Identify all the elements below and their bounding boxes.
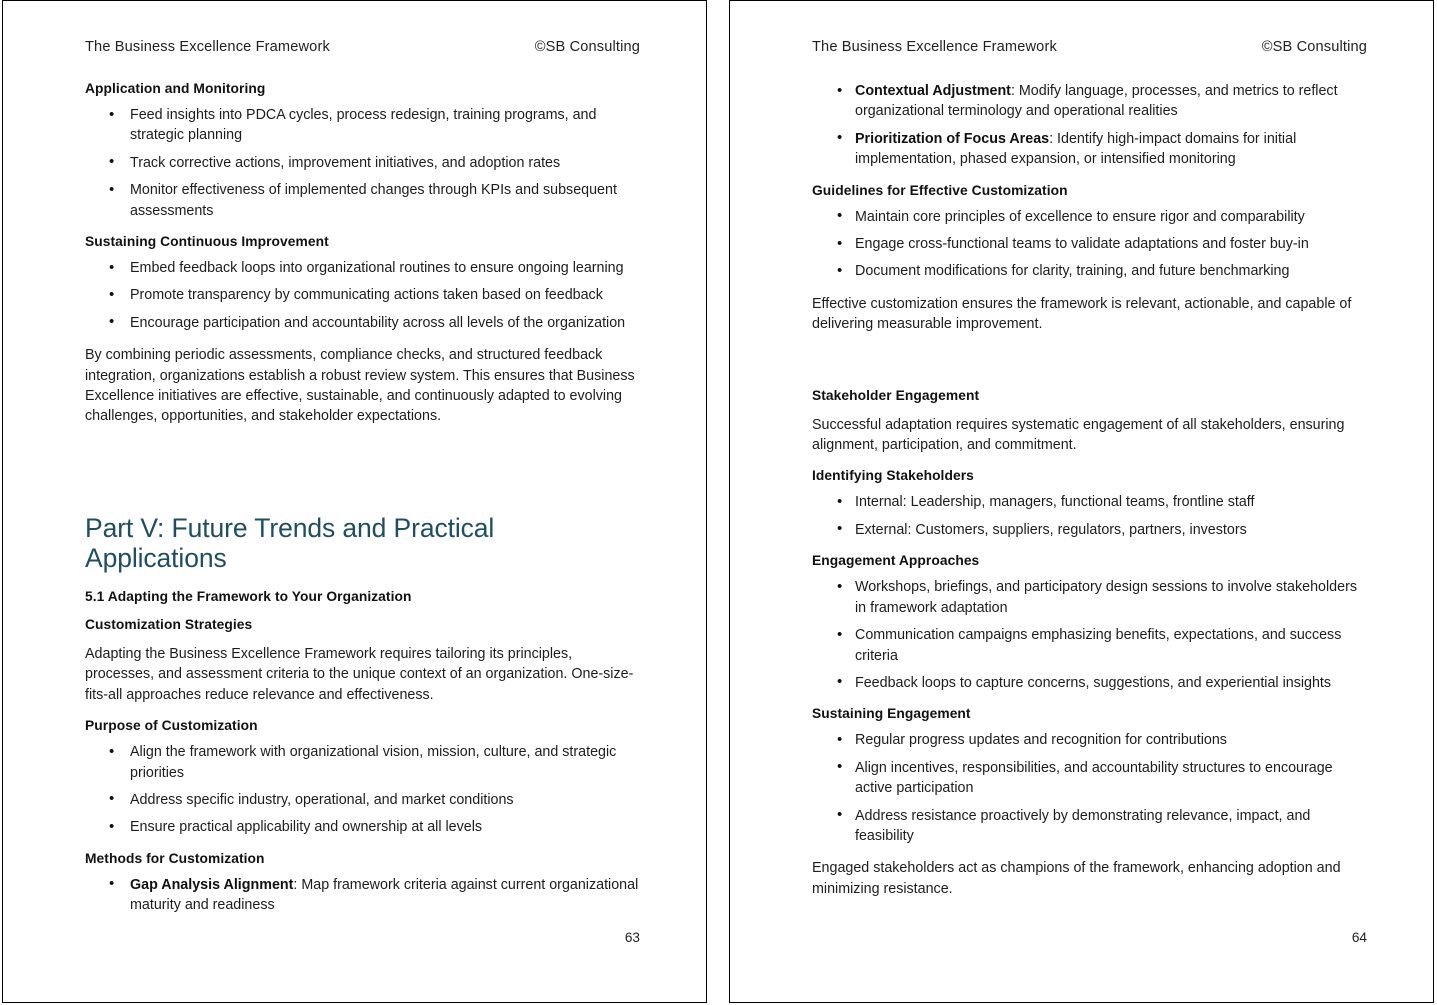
list-sustaining-engagement [812,730,1367,846]
list-item: • Engage cross-functional teams to validate adaptations and foster buy-in [812,234,1367,254]
running-header-copyright: ©SB Consulting [1261,39,1367,55]
running-header-title: The Business Excellence Framework [812,39,1057,55]
running-header-title: The Business Excellence Framework [85,39,330,55]
list-item: • Align the framework with organizational vision, mission, culture, and strategic priorities [85,742,640,783]
running-header [812,39,1367,55]
heading-identifying-stakeholders: Identifying Stakeholders [812,468,974,484]
list-methods-for-customization [85,875,640,916]
section-spacer [812,335,1367,375]
list-item-text: : Map framework criteria against current organizational maturity and readiness [130,876,639,914]
page-63 [2,0,707,1003]
list-item: • Internal: Leadership, managers, functional teams, frontline staff [812,492,1367,512]
list-item: • Workshops, briefings, and participatory design sessions to involve stakeholders in framework adaptation [812,577,1367,618]
list-identifying-stakeholders [812,492,1367,540]
list-item: • Encourage participation and accountability across all levels of the organization [85,313,640,333]
heading-section-5-1: 5.1 Adapting the Framework to Your Organization [85,588,412,604]
list-item: • Track corrective actions, improvement initiatives, and adoption rates [85,153,640,173]
heading-stakeholder-engagement: Stakeholder Engagement [812,387,980,403]
list-item [812,81,1367,122]
list-application-monitoring [85,105,640,221]
list-item-term: Prioritization of Focus Areas [855,130,1050,147]
list-engagement-approaches [812,577,1367,693]
list-item: • Monitor effectiveness of implemented changes through KPIs and subsequent assessments [85,180,640,221]
list-item [85,875,640,916]
list-item: • Embed feedback loops into organizational routines to ensure ongoing learning [85,258,640,278]
list-item: • Document modifications for clarity, training, and future benchmarking [812,261,1367,281]
list-item-term: Gap Analysis Alignment [130,876,294,893]
list-item-text: : Identify high-impact domains for initial implementation, phased expansion, or intensified monitoring [855,130,1297,168]
heading-engagement-approaches: Engagement Approaches [812,553,980,569]
heading-methods-for-customization: Methods for Customization [85,850,265,866]
page-title-part-v: Part V: Future Trends and Practical Applications [85,512,495,573]
page-number: 63 [624,930,640,945]
page-number: 64 [1351,930,1367,945]
list-item [812,129,1367,170]
paragraph-stakeholder-closing: Engaged stakeholders act as champions of the framework, enhancing adoption and minimizing resistance. [812,860,1341,897]
list-guidelines [812,207,1367,282]
list-item: • Communication campaigns emphasizing benefits, expectations, and success criteria [812,625,1367,666]
list-purpose-of-customization [85,742,640,838]
paragraph-review-system-closing: By combining periodic assessments, compliance checks, and structured feedback integration, organizations establish a robust review system. This ensures that Business Excellence initiatives are effective, sustainable, and continuously adapted to evolving challenges, opportunities, and stakeholder expectations. [85,347,635,425]
heading-purpose-of-customization: Purpose of Customization [85,718,258,734]
section-spacer [85,427,640,513]
list-item: • Feedback loops to capture concerns, suggestions, and experiential insights [812,673,1367,693]
list-item: • Address resistance proactively by demonstrating relevance, impact, and feasibility [812,806,1367,847]
list-sustaining-improvement [85,258,640,333]
heading-guidelines-effective-customization: Guidelines for Effective Customization [812,182,1068,198]
heading-application-and-monitoring: Application and Monitoring [85,81,266,96]
list-item-term: Contextual Adjustment [855,83,1011,99]
paragraph-customization-intro: Adapting the Business Excellence Framework requires tailoring its principles, processes, and assessment criteria to the unique context of an organization. One-size-fits-all approaches reduce relevance and effectiveness. [85,645,634,703]
page-64 [729,0,1434,1003]
paragraph-stakeholder-intro: Successful adaptation requires systematic engagement of all stakeholders, ensuring alignment, participation, and commitment. [812,416,1345,454]
list-item: • Regular progress updates and recognition for contributions [812,730,1367,750]
running-header [85,39,640,55]
list-item-text: : Modify language, processes, and metrics to reflect organizational terminology and operational realities [855,83,1338,120]
heading-customization-strategies: Customization Strategies [85,616,253,632]
list-item: • Ensure practical applicability and ownership at all levels [85,817,640,837]
list-methods-continued [812,81,1367,170]
list-item: • Align incentives, responsibilities, and accountability structures to encourage active participation [812,758,1367,799]
list-item: • Feed insights into PDCA cycles, process redesign, training programs, and strategic planning [85,105,640,146]
paragraph-guidelines-closing: Effective customization ensures the framework is relevant, actionable, and capable of delivering measurable improvement. [812,295,1352,333]
list-item: • Address specific industry, operational, and market conditions [85,790,640,810]
list-item: • External: Customers, suppliers, regulators, partners, investors [812,520,1367,540]
list-item: • Promote transparency by communicating actions taken based on feedback [85,285,640,305]
list-item: • Maintain core principles of excellence to ensure rigor and comparability [812,207,1367,227]
running-header-copyright: ©SB Consulting [534,39,640,55]
heading-sustaining-engagement: Sustaining Engagement [812,706,971,722]
heading-sustaining-continuous-improvement: Sustaining Continuous Improvement [85,234,329,250]
